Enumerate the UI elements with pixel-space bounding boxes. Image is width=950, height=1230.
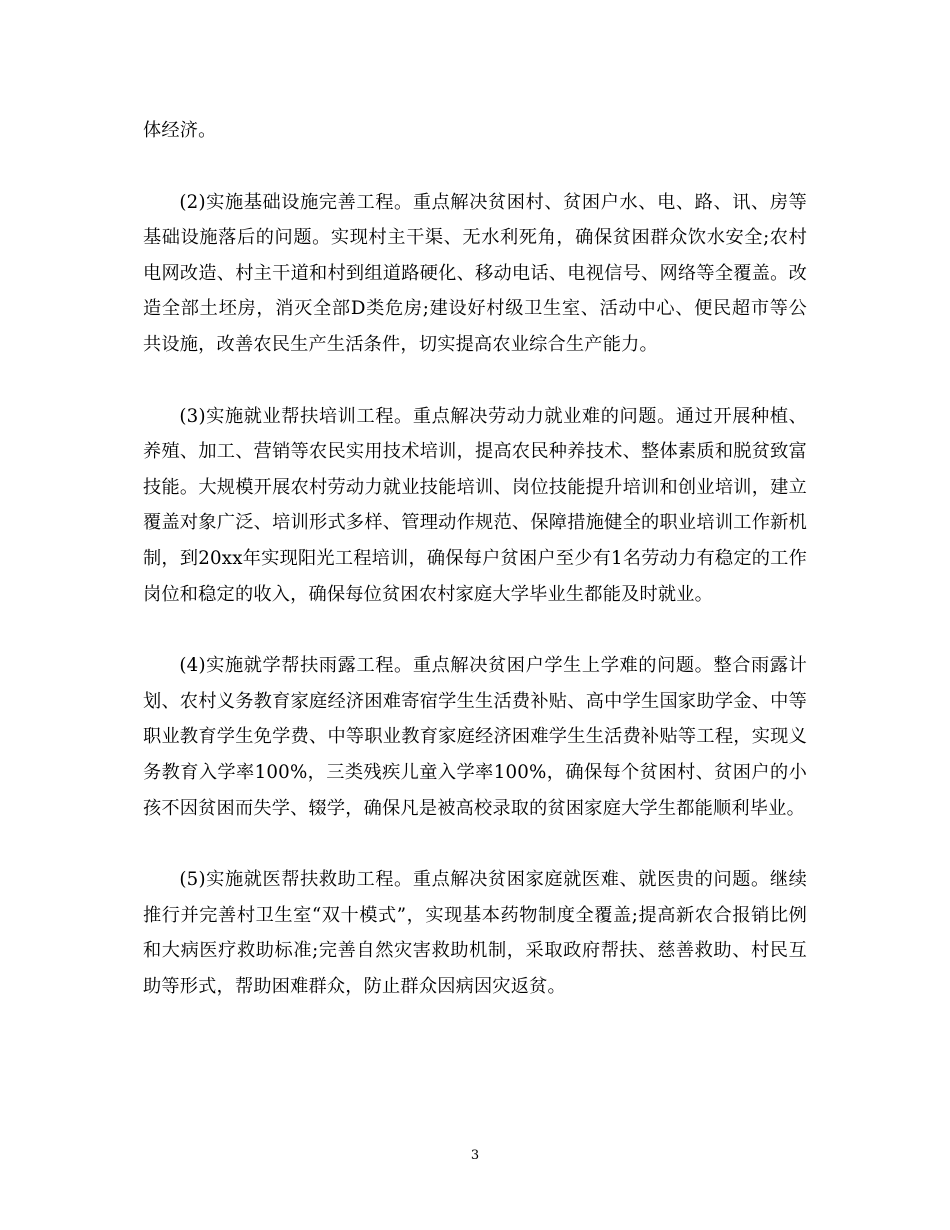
paragraph-employment: (3)实施就业帮扶培训工程。重点解决劳动力就业难的问题。通过开展种植、养殖、加工、营销等农民实用技术培训，提高农民种养技术、整体素质和脱贫致富技能。大规模开展农村劳动力就业技能培训、岗位技能提升培训和创业培训，建立覆盖对象广泛、培训形式多样、管理动作规范、保障措施健全的职业培训工作新机制，到20xx年实现阳光工程培训，确保每户贫困户至少有1名劳动力有稳定的工作岗位和稳定的收入，确保每位贫困农村家庭大学毕业生都能及时就业。: [143, 405, 807, 605]
paragraph-infrastructure: (2)实施基础设施完善工程。重点解决贫困村、贫困户水、电、路、讯、房等基础设施落后的问题。实现村主干渠、无水利死角，确保贫困群众饮水安全;农村电网改造、村主干道和村到组道路硬化、移动电话、电视信号、网络等全覆盖。改造全部土坯房，消灭全部D类危房;建设好村级卫生室、活动中心、便民超市等公共设施，改善农民生产生活条件，切实提高农业综合生产能力。: [143, 191, 807, 355]
page-number: 3: [470, 1148, 480, 1163]
paragraph-continuation: 体经济。: [143, 120, 217, 141]
paragraph-medical: (5)实施就医帮扶救助工程。重点解决贫困家庭就医难、就医贵的问题。继续推行并完善村卫生室“双十模式”，实现基本药物制度全覆盖;提高新农合报销比例和大病医疗救助标准;完善自然灾害救助机制，采取政府帮扶、慈善救助、村民互助等形式，帮助困难群众，防止群众因病因灾返贫。: [143, 869, 807, 997]
document-body: [143, 113, 807, 1004]
paragraph-education: (4)实施就学帮扶雨露工程。重点解决贫困户学生上学难的问题。整合雨露计划、农村义务教育家庭经济困难寄宿学生生活费补贴、高中学生国家助学金、中等职业教育学生免学费、中等职业教育家庭经济困难学生生活费补贴等工程，实现义务教育入学率100%，三类残疾儿童入学率100%，确保每个贫困村、贫困户的小孩不因贫困而失学、辍学，确保凡是被高校录取的贫困家庭大学生都能顺利毕业。: [143, 655, 807, 819]
